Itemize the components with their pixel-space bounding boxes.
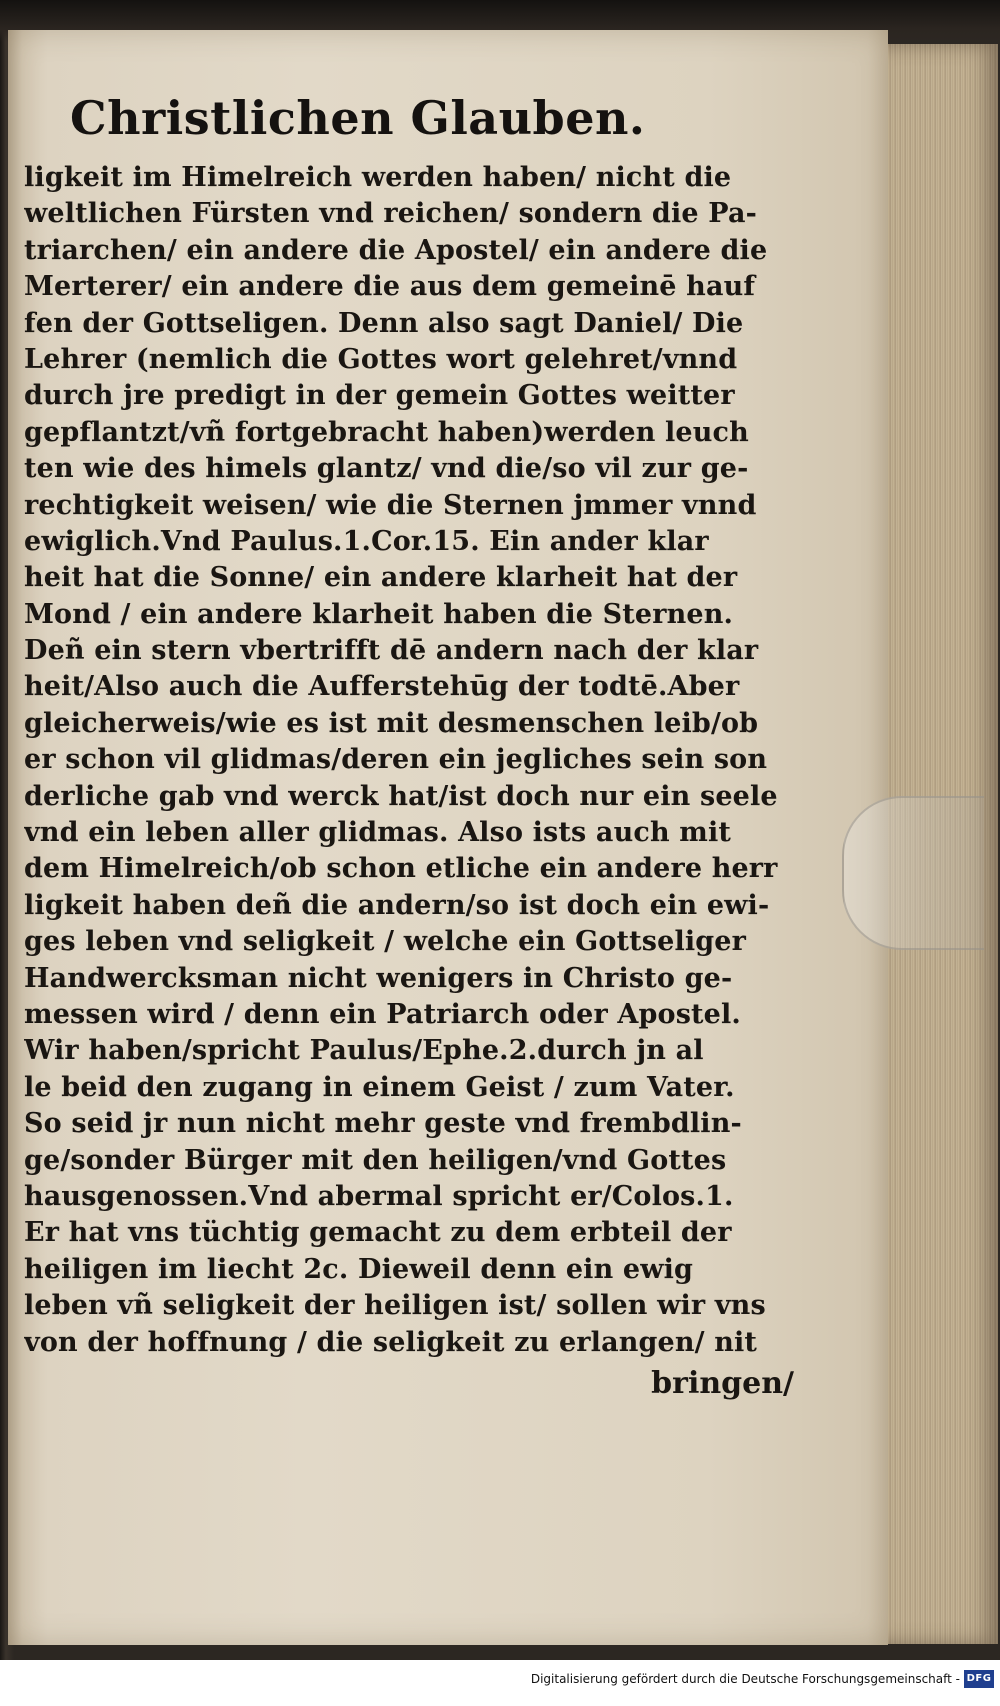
text-line: ligkeit im Himelreich werden haben/ nicht die [24, 162, 732, 193]
text-line: fen der Gottseligen. Denn also sagt Daniel/ Die [24, 307, 744, 339]
footer-credit: Digitalisierung gefördert durch die Deutsche Forschungsgemeinschaft - [530, 1672, 960, 1686]
text-line: ge/sonder Bürger mit den heiligen/vnd Gottes [24, 1144, 727, 1176]
text-line: derliche gab vnd werck hat/ist doch nur ein seele [24, 780, 778, 812]
text-line: So seid jr nun nicht mehr geste vnd frembdlin- [24, 1108, 742, 1140]
text-line: heit/Also auch die Aufferstehūg der todtē.Aber [24, 671, 740, 703]
text-line: heit hat die Sonne/ ein andere klarheit hat der [24, 562, 738, 594]
text-line: Mond / ein andere klarheit haben die Sternen. [24, 598, 734, 630]
dfg-logo: DFG [964, 1670, 994, 1688]
catchword: bringen/ [651, 1366, 794, 1401]
text-line: gleicherweis/wie es ist mit desmenschen leib/ob [24, 707, 759, 739]
text-line: Er hat vns tüchtig gemacht zu dem erbteil der [24, 1217, 732, 1249]
text-line: Deñ ein stern vbertrifft dē andern nach der klar [24, 635, 759, 667]
text-line: dem Himelreich/ob schon etliche ein andere herr [24, 853, 778, 885]
text-line: triarchen/ ein andere die Apostel/ ein andere die [24, 234, 768, 266]
text-line: le beid den zugang in einem Geist / zum Vater. [24, 1071, 735, 1103]
footer-bar [0, 1660, 1000, 1706]
text-line: durch jre predigt in der gemein Gottes weitter [24, 380, 735, 412]
text-line: Handwercksman nicht wenigers in Christo ge- [24, 962, 733, 994]
text-line: ligkeit haben deñ die andern/so ist doch ein ewi- [24, 889, 770, 921]
running-head: Christlichen Glauben. [70, 91, 646, 145]
text-line: Wir haben/spricht Paulus/Ephe.2.durch jn al [24, 1035, 704, 1067]
text-line: ewiglich.Vnd Paulus.1.Cor.15. Ein ander klar [24, 525, 709, 557]
text-line: von der hoffnung / die seligkeit zu erlangen/ nit [24, 1326, 758, 1358]
text-line: ges leben vnd seligkeit / welche ein Gottseliger [24, 926, 747, 958]
text-line: ten wie des himels glantz/ vnd die/so vil zur ge- [24, 453, 749, 485]
body-text [24, 160, 884, 1361]
text-line: er schon vil glidmas/deren ein jegliches sein son [24, 744, 768, 776]
text-line: Lehrer (nemlich die Gottes wort gelehret/vnnd [24, 343, 738, 375]
text-line: messen wird / denn ein Patriarch oder Apostel. [24, 998, 741, 1030]
text-line: hausgenossen.Vnd abermal spricht er/Colos.1. [24, 1180, 734, 1212]
text-line: leben vñ seligkeit der heiligen ist/ sollen wir vns [24, 1290, 766, 1322]
text-line: Merterer/ ein andere die aus dem gemeinē hauf [24, 271, 756, 303]
text-line: vnd ein leben aller glidmas. Also ists auch mit [24, 817, 732, 849]
text-line: rechtigkeit weisen/ wie die Sternen jmmer vnnd [24, 489, 757, 521]
text-line: heiligen im liecht 2c. Dieweil denn ein ewig [24, 1253, 694, 1285]
text-line: weltlichen Fürsten vnd reichen/ sondern die Pa- [24, 198, 757, 230]
text-line: gepflantzt/vñ fortgebracht haben)werden leuch [24, 416, 749, 448]
